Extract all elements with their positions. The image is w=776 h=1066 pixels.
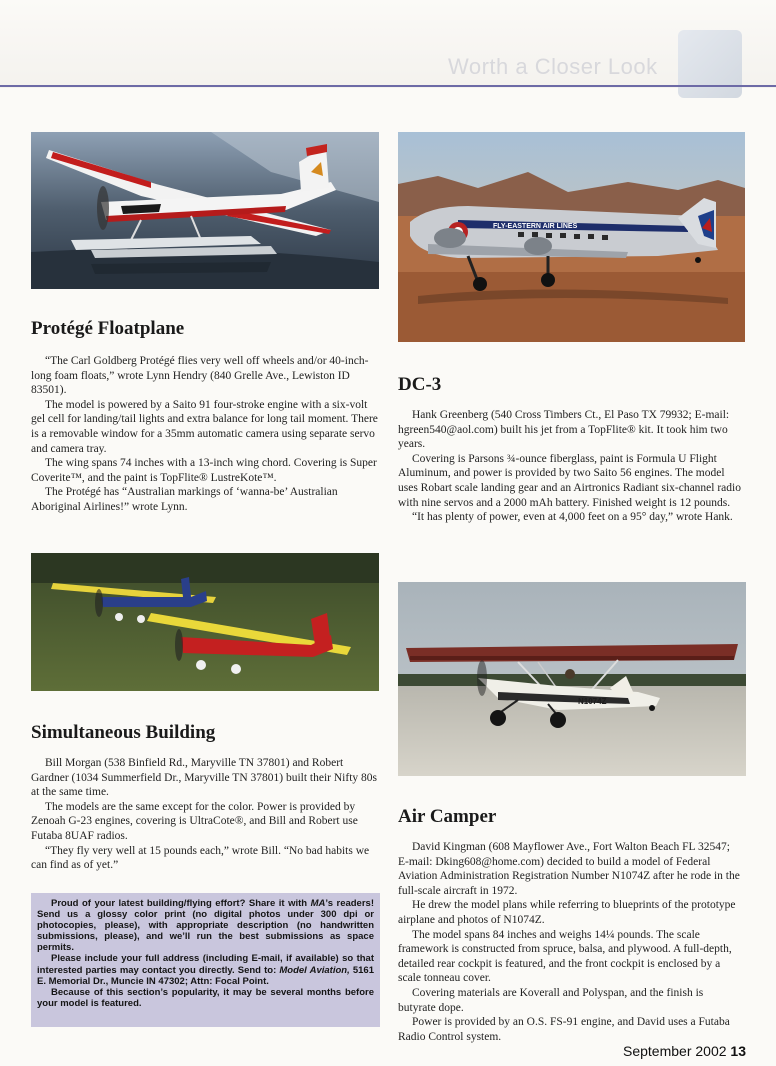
submission-paragraph-2: [37, 953, 374, 986]
air-camper-title: Air Camper: [398, 806, 497, 827]
dc3-marking-text: FLY-EASTERN AIR LINES: [493, 223, 578, 230]
simultaneous-title: Simultaneous Building: [31, 722, 216, 743]
page-number: 13: [730, 1043, 746, 1059]
submission-address-rest: 5161 E. Memorial Dr., Muncie IN 47302; Attn: Focal Point.: [37, 964, 374, 987]
air-camper-paragraph-3: The model spans 84 inches and weighs 14¼ pounds. The scale framework is constructed from spruce, balsa, and plywood. A full-depth, detailed rear cockpit is featured, and the front cockpit is enclosed by a scale tonneau cover.: [398, 928, 732, 985]
dc3-title: DC-3: [398, 374, 442, 395]
air-camper-paragraph-5: Power is provided by an O.S. FS-91 engine, and David uses a Futaba Radio Control system.: [398, 1016, 730, 1043]
floatplane-paragraph-3: The wing spans 74 inches with a 13-inch wing chord. Covering is Super Coverite™, and the paint is TopFlite® LustreKote™.: [31, 457, 377, 484]
dc3-paragraph-3: “It has plenty of power, even at 4,000 feet on a 95° day,” wrote Hank.: [412, 511, 733, 524]
page-header: [0, 0, 776, 88]
nifty-80s-photo: [31, 553, 379, 691]
submission-address-name: Model Aviation,: [279, 964, 350, 976]
dc3-paragraph-1: Hank Greenberg (540 Cross Timbers Ct., El Paso TX 79932; E-mail: hgreen540@aol.com) built his jet from a TopFlite® kit. It took him two years.: [398, 409, 730, 451]
section-logo-icon: [678, 30, 742, 98]
simultaneous-body: [31, 756, 381, 873]
air-camper-photo: [398, 582, 746, 776]
dc3-photo: [398, 132, 745, 342]
air-camper-paragraph-4: Covering materials are Koverall and Polyspan, and the finish is butyrate dope.: [398, 986, 704, 1014]
floatplane-title: Protégé Floatplane: [31, 318, 185, 339]
floatplane-paragraph-4: The Protégé has “Australian markings of ‘wanna-be’ Australian Aboriginal Airlines!” wrote Lynn.: [31, 486, 338, 513]
floatplane-paragraph-2: The model is powered by a Saito 91 four-stroke engine with a six-volt gel cell for landing/tail lights and extra balance for long tail moment. There is a removable window for a 35mm automatic camera using separate servo and camera tray.: [31, 398, 378, 455]
simultaneous-paragraph-3: “They fly very well at 15 pounds each,” wrote Bill. “No bad habits we can find as of yet.”: [31, 844, 370, 872]
air-camper-tail-number: N1074Z: [578, 697, 607, 706]
floatplane-paragraph-1: “The Carl Goldberg Protégé flies very well off wheels and/or 40-inch-long foam floats,” wrote Lynn Hendry (840 Grelle Ave., Lewiston ID 83501).: [31, 355, 369, 397]
simultaneous-paragraph-2: The models are the same except for the color. Power is provided by Zenoah G-23 engines, covering is UltraCote®, and Bill and Robert use Futaba 8UAF radios.: [31, 800, 358, 842]
submission-magazine-abbrev: MA: [310, 898, 326, 909]
air-camper-paragraph-1: David Kingman (608 Mayflower Ave., Fort Walton Beach FL 32547; E-mail: Dking608@home.com) decided to build a model of Federal Aviation Administration Registration Number N1074Z after he rode in the full-scale aircraft in 1972.: [398, 841, 740, 897]
submission-p1-lead: Proud of your latest building/flying effort? Share it with: [51, 898, 311, 909]
floatplane-body: [31, 354, 381, 515]
simultaneous-paragraph-1: Bill Morgan (538 Binfield Rd., Maryville TN 37801) and Robert Gardner (1034 Summerfield Dr., Maryville TN 37801) built their Nifty 80s at the same time.: [31, 757, 378, 799]
section-title: Worth a Closer Look: [448, 54, 658, 79]
submission-p1-rest: ’s readers! Send us a glossy color print (no digital photos under 300 dpi or photocopies, please), with appropriate description (no handwritten submissions, please), and we’ll run the best submissions as space permits.: [37, 898, 374, 954]
dc3-body: [398, 408, 743, 525]
air-camper-paragraph-2: He drew the model plans while referring to blueprints of the prototype airplane and photos of N1074Z.: [398, 899, 736, 926]
submission-paragraph-3: Because of this section’s popularity, it may be several months before your model is featured.: [37, 986, 374, 1009]
page-footer: [623, 1043, 746, 1059]
header-divider: [0, 85, 776, 87]
air-camper-body: [398, 840, 743, 1044]
submission-paragraph-1: [37, 898, 374, 953]
submission-notice: [31, 893, 380, 1027]
dc3-paragraph-2: Covering is Parsons ¾-ounce fiberglass, paint is Formula U Flight Aluminum, and power is provided by two Saito 56 engines. The model uses Robart scale landing gear and an Airtronics Radiant six-channel radio with nine servos and a 2000 mAh battery. Finished weight is 12 pounds.: [398, 452, 741, 509]
issue-date: September 2002: [623, 1043, 727, 1059]
floatplane-photo: [31, 132, 379, 289]
submission-p2-lead: Please include your full address (including E-mail, if available) so that interested parties may contact you directly. Send to:: [37, 953, 374, 976]
